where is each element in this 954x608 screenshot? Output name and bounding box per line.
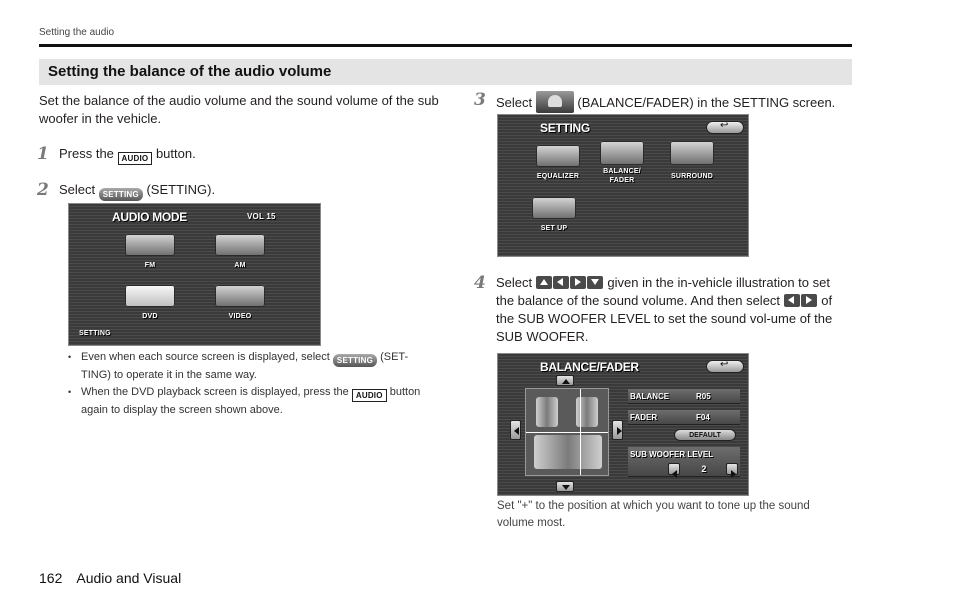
default-button[interactable]: DEFAULT (674, 429, 736, 441)
am-icon[interactable] (215, 234, 265, 256)
right-arrow-icon (570, 276, 586, 289)
right-arrow-icon (801, 294, 817, 307)
step-number: 4 (474, 273, 486, 293)
step-1 (39, 145, 196, 165)
step-text: Press the AUDIO button. (59, 146, 196, 163)
note-item: • Even when each source screen is displayed, select SETTING (SET-TING) to operate it in the same way. (68, 349, 428, 384)
surround-icon[interactable] (670, 141, 714, 165)
note-item: • When the DVD playback screen is displayed, press the AUDIO button again to display the screen shown above. (68, 384, 428, 419)
footer (39, 570, 181, 586)
section-bar (39, 59, 852, 85)
setup-label: SET UP (540, 225, 568, 232)
balance-fader-screen (497, 353, 749, 496)
section-title: Setting the balance of the audio volume (48, 63, 332, 80)
fm-icon[interactable] (125, 234, 175, 256)
balance-row (628, 389, 740, 404)
fader-label: FADER (630, 413, 658, 422)
surround-label: SURROUND (670, 173, 714, 180)
subwoofer-value: 2 (701, 464, 707, 474)
balance-fader-icon (536, 91, 574, 113)
step-text: Select given in the in-vehicle illustration to set the balance of the sound volume. And then select of the SUB WOOFER LEVEL to set the sound vol-ume of the SUB WOOFER. (496, 275, 833, 344)
setting-button-icon: SETTING (333, 354, 377, 367)
equalizer-icon[interactable] (536, 145, 580, 167)
down-arrow-icon (587, 276, 603, 289)
figure-caption: Set "+" to the position at which you want to tone up the sound volume most. (497, 500, 810, 529)
chapter-title: Audio and Visual (76, 570, 182, 586)
balance-right-button[interactable] (612, 420, 623, 440)
front-left-seat (536, 397, 558, 427)
left-arrow-icon (784, 294, 800, 307)
setting-button-icon: SETTING (99, 188, 143, 201)
step-2 (39, 181, 215, 201)
screen-title: AUDIO MODE (112, 210, 188, 224)
screen-title: SETTING (540, 121, 590, 135)
dvd-icon[interactable] (125, 285, 175, 307)
subwoofer-row (628, 447, 740, 477)
notes-list (68, 349, 428, 419)
fader-row (628, 410, 740, 425)
intro-text: Set the balance of the audio volume and the sound volume of the sub woofer in the vehicle. (39, 93, 439, 126)
left-arrow-icon (553, 276, 569, 289)
volume-readout: VOL 15 (247, 212, 276, 221)
top-rule (39, 44, 852, 47)
step-number: 2 (37, 180, 49, 200)
dvd-label: DVD (142, 313, 158, 320)
step-number: 1 (37, 144, 49, 164)
subwoofer-label: SUB WOOFER LEVEL (630, 450, 714, 459)
audio-button-icon: AUDIO (352, 389, 387, 402)
up-arrow-icon (536, 276, 552, 289)
setting-screen (497, 114, 749, 257)
setup-icon[interactable] (532, 197, 576, 219)
fader-up-button[interactable] (556, 375, 574, 386)
screen-setting-button[interactable]: SETTING (79, 330, 111, 337)
back-button[interactable] (706, 360, 744, 373)
step-number: 3 (474, 90, 486, 110)
audio-button-icon: AUDIO (118, 152, 153, 165)
subwoofer-down-button[interactable] (668, 463, 680, 475)
am-label: AM (234, 262, 246, 269)
page-number: 162 (39, 570, 63, 586)
fader-down-button[interactable] (556, 481, 574, 492)
balance-label: BALANCE (630, 392, 670, 401)
subwoofer-up-button[interactable] (726, 463, 738, 475)
equalizer-label: EQUALIZER (536, 173, 580, 180)
running-head: Setting the audio (39, 27, 115, 38)
position-cursor-horizontal (526, 432, 608, 433)
vehicle-illustration[interactable] (525, 388, 609, 476)
back-button[interactable] (706, 121, 744, 134)
video-icon[interactable] (215, 285, 265, 307)
balance-fader-item-icon[interactable] (600, 141, 644, 165)
fm-label: FM (144, 262, 156, 269)
balance-fader-label: BALANCE/ FADER (603, 168, 641, 184)
fader-value: F04 (696, 413, 710, 422)
step-text: Select (BALANCE/FADER) in the SETTING screen. (496, 91, 835, 113)
screen-title: BALANCE/FADER (540, 360, 639, 374)
step-3 (476, 91, 835, 113)
audio-mode-screen (68, 203, 321, 346)
rear-seat (534, 435, 602, 469)
step-4 (476, 274, 846, 346)
video-label: VIDEO (228, 313, 252, 320)
balance-left-button[interactable] (510, 420, 521, 440)
step-text: Select SETTING (SETTING). (59, 182, 216, 199)
balance-value: R05 (696, 392, 711, 401)
